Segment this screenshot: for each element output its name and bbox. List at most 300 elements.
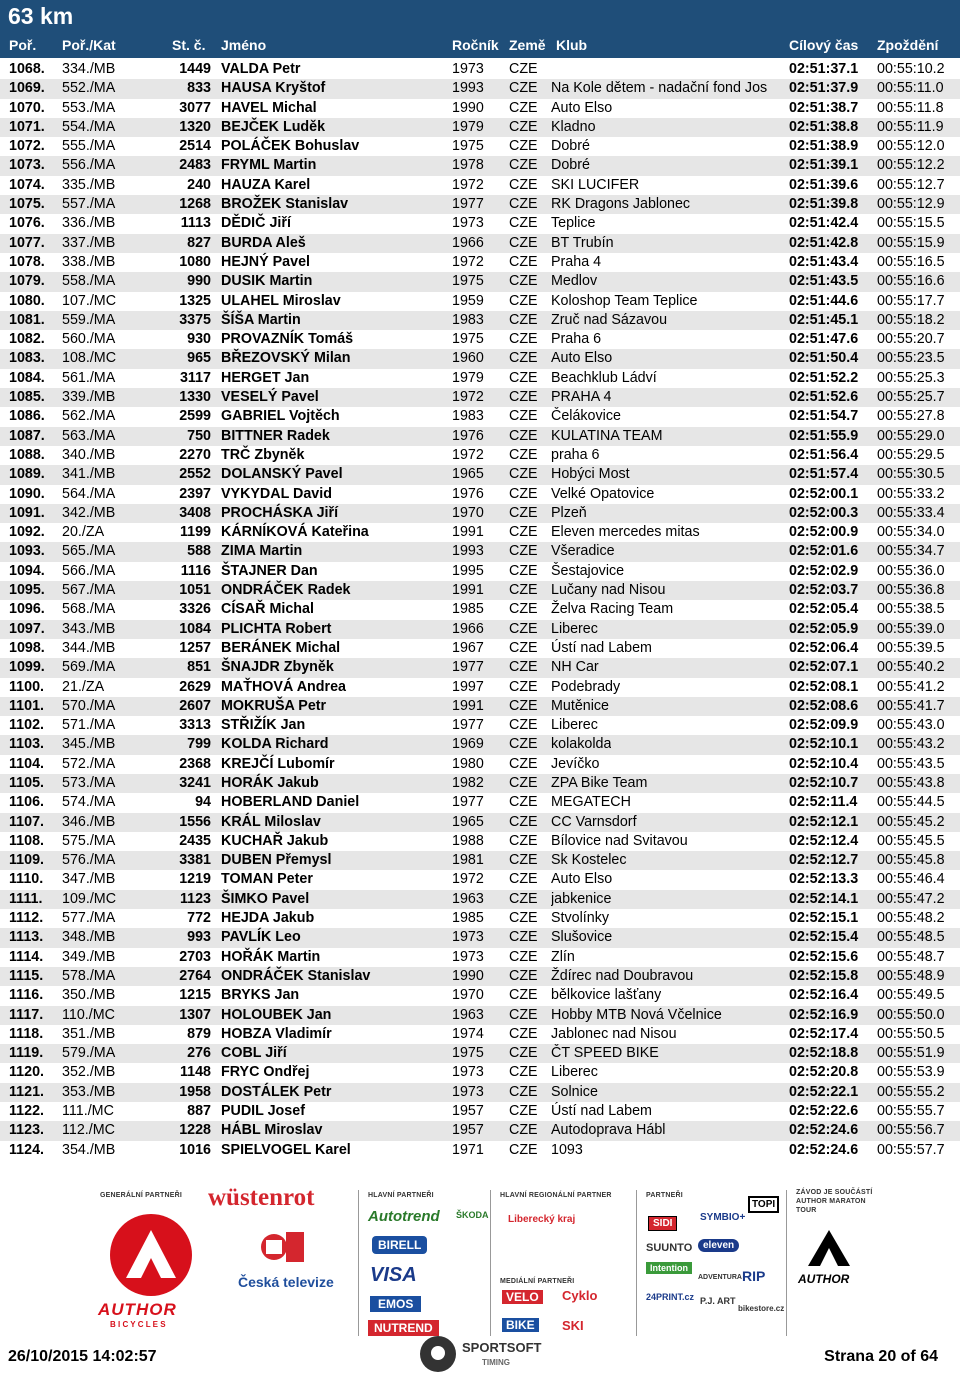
cell-name: TRČ Zbyněk: [221, 446, 305, 463]
cell-category-rank: 352./MB: [62, 1064, 116, 1081]
cell-delay: 00:55:17.7: [877, 292, 945, 309]
cell-birth-year: 1967: [452, 639, 484, 656]
cell-birth-year: 1960: [452, 350, 484, 367]
cell-category-rank: 565./MA: [62, 543, 116, 560]
cell-start-number: 965: [187, 350, 211, 367]
table-row: [0, 774, 960, 793]
cell-club: Bílovice nad Svitavou: [551, 832, 688, 849]
cell-finish-time: 02:51:47.6: [789, 331, 859, 348]
cell-birth-year: 1985: [452, 910, 484, 927]
cell-country: CZE: [509, 967, 538, 984]
cell-rank: 1079.: [9, 273, 45, 290]
cell-birth-year: 1973: [452, 929, 484, 946]
cell-name: HAUZA Karel: [221, 176, 311, 193]
cell-rank: 1094.: [9, 562, 45, 579]
cell-birth-year: 1982: [452, 774, 484, 791]
cell-birth-year: 1970: [452, 504, 484, 521]
cell-birth-year: 1997: [452, 678, 484, 695]
cell-finish-time: 02:51:39.6: [789, 176, 859, 193]
cell-finish-time: 02:51:52.2: [789, 369, 859, 386]
cell-start-number: 2397: [179, 485, 211, 502]
cell-name: HOBERLAND Daniel: [221, 794, 360, 811]
cell-country: CZE: [509, 620, 538, 637]
cell-club: Plzeň: [551, 504, 587, 521]
cell-name: COBL Jiří: [221, 1045, 287, 1062]
cell-category-rank: 337./MB: [62, 234, 116, 251]
cell-club: Praha 4: [551, 253, 602, 270]
table-row: [0, 716, 960, 735]
cell-finish-time: 02:52:11.4: [789, 794, 858, 811]
cell-finish-time: 02:52:12.4: [789, 832, 859, 849]
cell-rank: 1101.: [9, 697, 44, 714]
cell-birth-year: 1972: [452, 389, 484, 406]
author-tour-mark: [806, 1228, 852, 1268]
col-header-club: Klub: [556, 37, 588, 53]
cell-country: CZE: [509, 1141, 538, 1158]
cell-name: HEJNÝ Pavel: [221, 253, 311, 270]
cell-club: Čelákovice: [551, 408, 621, 425]
cell-birth-year: 1966: [452, 234, 484, 251]
cell-start-number: 993: [187, 929, 211, 946]
cell-club: bělkovice lašťany: [551, 987, 662, 1004]
cell-name: PUDIL Josef: [221, 1103, 305, 1120]
cell-start-number: 799: [187, 736, 211, 753]
cell-delay: 00:55:57.7: [877, 1141, 945, 1158]
cell-finish-time: 02:52:06.4: [789, 639, 859, 656]
cell-name: HOLOUBEK Jan: [221, 1006, 332, 1023]
cell-name: FRYC Ondřej: [221, 1064, 310, 1081]
cell-country: CZE: [509, 910, 538, 927]
cell-start-number: 2599: [179, 408, 211, 425]
cell-club: MEGATECH: [551, 794, 631, 811]
cell-rank: 1119.: [9, 1045, 44, 1062]
divider: [490, 1190, 491, 1336]
cell-finish-time: 02:52:00.9: [789, 524, 859, 541]
cell-finish-time: 02:52:10.4: [789, 755, 859, 772]
cell-country: CZE: [509, 138, 538, 155]
ct-logo-mark: [260, 1226, 306, 1268]
cell-category-rank: 112./MC: [62, 1122, 115, 1139]
cell-country: CZE: [509, 350, 538, 367]
cell-finish-time: 02:51:38.8: [789, 118, 859, 135]
cell-finish-time: 02:52:24.6: [789, 1122, 859, 1139]
cell-country: CZE: [509, 1122, 538, 1139]
cell-category-rank: 578./MA: [62, 967, 116, 984]
author-wordmark: AUTHOR: [98, 1300, 177, 1319]
table-row: [0, 446, 960, 465]
cell-category-rank: 338./MB: [62, 253, 116, 270]
cell-start-number: 3117: [179, 369, 211, 386]
cell-delay: 00:55:29.5: [877, 446, 945, 463]
table-row: [0, 928, 960, 947]
cell-name: PLICHTA Robert: [221, 620, 332, 637]
cell-finish-time: 02:51:55.9: [789, 427, 859, 444]
table-row: [0, 967, 960, 986]
cell-start-number: 1016: [179, 1141, 211, 1158]
col-header-start-number: St. č.: [172, 37, 206, 53]
cell-name: ŠNAJDR Zbyněk: [221, 659, 334, 676]
cell-birth-year: 1976: [452, 485, 484, 502]
cell-start-number: 94: [195, 794, 211, 811]
cell-name: ONDRÁČEK Stanislav: [221, 967, 371, 984]
cell-country: CZE: [509, 273, 538, 290]
cell-start-number: 1307: [179, 1006, 211, 1023]
page-number: Strana 20 of 64: [824, 1348, 938, 1365]
cell-birth-year: 1983: [452, 311, 484, 328]
cell-club: PRAHA 4: [551, 389, 612, 406]
cell-country: CZE: [509, 157, 538, 174]
cell-delay: 00:55:25.7: [877, 389, 945, 406]
cell-country: CZE: [509, 987, 538, 1004]
cell-delay: 00:55:20.7: [877, 331, 945, 348]
table-row: [0, 870, 960, 889]
cell-finish-time: 02:52:15.8: [789, 967, 859, 984]
cell-category-rank: 343./MB: [62, 620, 116, 637]
cell-start-number: 3077: [179, 99, 211, 116]
cell-delay: 00:55:12.9: [877, 196, 945, 213]
table-row: [0, 890, 960, 909]
cell-country: CZE: [509, 678, 538, 695]
cell-start-number: 750: [187, 427, 211, 444]
cell-name: CÍSAŘ Michal: [221, 601, 314, 618]
table-row: [0, 678, 960, 697]
cell-rank: 1112.: [9, 910, 44, 927]
cell-category-rank: 572./MA: [62, 755, 116, 772]
cell-finish-time: 02:52:00.3: [789, 504, 859, 521]
cell-category-rank: 110./MC: [62, 1006, 115, 1023]
bikestore-logo: bikestore.cz: [738, 1304, 785, 1313]
cell-delay: 00:55:18.2: [877, 311, 945, 328]
cell-finish-time: 02:51:39.8: [789, 196, 859, 213]
table-row: [0, 562, 960, 581]
table-row: [0, 1063, 960, 1082]
table-row: [0, 755, 960, 774]
cell-start-number: 1219: [179, 871, 211, 888]
cell-birth-year: 1972: [452, 871, 484, 888]
cell-birth-year: 1973: [452, 948, 484, 965]
cell-category-rank: 340./MB: [62, 446, 116, 463]
cell-finish-time: 02:51:38.9: [789, 138, 859, 155]
cell-club: Liberec: [551, 717, 598, 734]
cell-delay: 00:55:46.4: [877, 871, 945, 888]
cell-name: MOKRUŠA Petr: [221, 697, 327, 714]
table-row: [0, 813, 960, 832]
autotrend-logo: Autotrend: [368, 1208, 440, 1225]
table-row: [0, 292, 960, 311]
cell-start-number: 833: [187, 80, 211, 97]
cell-club: Auto Elso: [551, 350, 613, 367]
table-row: [0, 234, 960, 253]
cell-country: CZE: [509, 524, 538, 541]
col-header-category-rank: Poř./Kat: [62, 37, 116, 53]
cell-category-rank: 576./MA: [62, 852, 116, 869]
cell-birth-year: 1983: [452, 408, 484, 425]
cell-start-number: 1215: [179, 987, 211, 1004]
cell-delay: 00:55:47.2: [877, 890, 945, 907]
cell-category-rank: 348./MB: [62, 929, 116, 946]
table-row: [0, 542, 960, 561]
cell-rank: 1092.: [9, 524, 45, 541]
cell-country: CZE: [509, 427, 538, 444]
cell-club: Ždírec nad Doubravou: [551, 967, 694, 984]
cell-country: CZE: [509, 562, 538, 579]
cell-name: HOBZA Vladimír: [221, 1025, 332, 1042]
cell-finish-time: 02:52:01.6: [789, 543, 859, 560]
cell-birth-year: 1981: [452, 852, 484, 869]
cell-finish-time: 02:51:42.4: [789, 215, 859, 232]
cell-start-number: 1123: [179, 890, 211, 907]
cell-finish-time: 02:51:56.4: [789, 446, 859, 463]
24print-logo: 24PRINT.cz: [646, 1292, 695, 1302]
cell-country: CZE: [509, 118, 538, 135]
cell-category-rank: 342./MB: [62, 504, 116, 521]
cell-country: CZE: [509, 1064, 538, 1081]
cell-name: POLÁČEK Bohuslav: [221, 138, 360, 155]
cell-club: NH Car: [551, 659, 599, 676]
cell-country: CZE: [509, 659, 538, 676]
cell-delay: 00:55:38.5: [877, 601, 945, 618]
cell-birth-year: 1957: [452, 1103, 484, 1120]
cell-birth-year: 1975: [452, 273, 484, 290]
cell-name: SPIELVOGEL Karel: [221, 1141, 351, 1158]
cell-finish-time: 02:51:43.5: [789, 273, 859, 290]
cell-start-number: 240: [187, 176, 211, 193]
results-header-bar: [0, 0, 960, 58]
table-row: [0, 79, 960, 98]
pj-art-logo: P.J. ART: [700, 1296, 736, 1306]
cell-birth-year: 1965: [452, 466, 484, 483]
cell-category-rank: 351./MB: [62, 1025, 116, 1042]
cell-birth-year: 1975: [452, 1045, 484, 1062]
cell-rank: 1081.: [9, 311, 45, 328]
cell-delay: 00:55:48.7: [877, 948, 945, 965]
cell-club: Stvolínky: [551, 910, 610, 927]
birell-logo: BIRELL: [372, 1236, 427, 1254]
cell-club: Teplice: [551, 215, 596, 232]
cell-category-rank: 354./MB: [62, 1141, 116, 1158]
cell-rank: 1124.: [9, 1141, 44, 1158]
cell-category-rank: 577./MA: [62, 910, 116, 927]
cell-country: CZE: [509, 1025, 538, 1042]
cell-rank: 1123.: [9, 1122, 44, 1139]
cell-country: CZE: [509, 543, 538, 560]
cell-club: Podebrady: [551, 678, 621, 695]
results-table: [0, 60, 960, 1160]
cell-category-rank: 108./MC: [62, 350, 117, 367]
cell-finish-time: 02:51:42.8: [789, 234, 859, 251]
table-row: [0, 523, 960, 542]
cell-club: Auto Elso: [551, 99, 613, 116]
cell-start-number: 1084: [179, 620, 211, 637]
cell-delay: 00:55:48.9: [877, 967, 945, 984]
cell-name: ZIMA Martin: [221, 543, 303, 560]
cell-country: CZE: [509, 234, 538, 251]
table-row: [0, 485, 960, 504]
table-row: [0, 330, 960, 349]
table-row: [0, 137, 960, 156]
cell-finish-time: 02:52:24.6: [789, 1141, 859, 1158]
cell-delay: 00:55:12.0: [877, 138, 945, 155]
cell-rank: 1089.: [9, 466, 45, 483]
cell-country: CZE: [509, 446, 538, 463]
cell-finish-time: 02:52:12.1: [789, 813, 859, 830]
cell-category-rank: 552./MA: [62, 80, 116, 97]
cell-delay: 00:55:10.2: [877, 61, 945, 77]
cell-birth-year: 1963: [452, 890, 484, 907]
cell-category-rank: 109./MC: [62, 890, 117, 907]
cell-delay: 00:55:55.2: [877, 1083, 945, 1100]
cell-club: ZPA Bike Team: [551, 774, 648, 791]
cell-delay: 00:55:27.8: [877, 408, 945, 425]
cell-club: Eleven mercedes mitas: [551, 524, 700, 541]
cell-start-number: 1958: [179, 1083, 211, 1100]
cell-start-number: 1051: [179, 582, 211, 599]
cell-club: praha 6: [551, 446, 600, 463]
cell-start-number: 3326: [179, 601, 211, 618]
cell-birth-year: 1975: [452, 138, 484, 155]
cell-category-rank: 569./MA: [62, 659, 116, 676]
cell-name: KREJČÍ Lubomír: [221, 755, 335, 772]
cell-birth-year: 1979: [452, 118, 484, 135]
cell-birth-year: 1977: [452, 196, 484, 213]
cell-start-number: 1556: [179, 813, 211, 830]
cell-start-number: 851: [187, 659, 211, 676]
cell-delay: 00:55:50.5: [877, 1025, 945, 1042]
divider: [636, 1190, 637, 1336]
cell-rank: 1085.: [9, 389, 45, 406]
cell-rank: 1111.: [9, 890, 43, 907]
table-row: [0, 118, 960, 137]
cell-category-rank: 335./MB: [62, 176, 116, 193]
cell-start-number: 3313: [179, 717, 211, 734]
cell-delay: 00:55:33.4: [877, 504, 945, 521]
cell-delay: 00:55:25.3: [877, 369, 945, 386]
cell-start-number: 827: [187, 234, 211, 251]
table-row: [0, 697, 960, 716]
cell-country: CZE: [509, 813, 538, 830]
cell-country: CZE: [509, 717, 538, 734]
cell-delay: 00:55:11.9: [877, 118, 944, 135]
cell-club: Dobré: [551, 157, 590, 174]
cell-delay: 00:55:55.7: [877, 1103, 945, 1120]
cell-finish-time: 02:52:09.9: [789, 717, 859, 734]
cell-category-rank: 336./MB: [62, 215, 116, 232]
cell-finish-time: 02:51:50.4: [789, 350, 859, 367]
cell-category-rank: 567./MA: [62, 582, 116, 599]
col-header-country: Země: [509, 37, 546, 53]
cell-rank: 1110.: [9, 871, 44, 888]
cell-delay: 00:55:15.5: [877, 215, 945, 232]
cell-finish-time: 02:52:15.4: [789, 929, 859, 946]
cell-start-number: 1228: [179, 1122, 211, 1139]
cell-category-rank: 20./ZA: [62, 524, 105, 541]
cell-name: DUBEN Přemysl: [221, 852, 332, 869]
cell-delay: 00:55:34.0: [877, 524, 945, 541]
table-row: [0, 581, 960, 600]
cell-finish-time: 02:52:05.9: [789, 620, 859, 637]
cell-country: CZE: [509, 794, 538, 811]
cell-finish-time: 02:52:22.6: [789, 1103, 859, 1120]
cell-rank: 1095.: [9, 582, 45, 599]
table-row: [0, 465, 960, 484]
cell-category-rank: 554./MA: [62, 118, 116, 135]
cell-name: BURDA Aleš: [221, 234, 306, 251]
cell-country: CZE: [509, 736, 538, 753]
cell-rank: 1076.: [9, 215, 45, 232]
cell-country: CZE: [509, 99, 538, 116]
cell-delay: 00:55:34.7: [877, 543, 945, 560]
cell-name: ULAHEL Miroslav: [221, 292, 341, 309]
cell-rank: 1114.: [9, 948, 44, 965]
cell-finish-time: 02:51:37.9: [789, 80, 859, 97]
cell-finish-time: 02:52:15.6: [789, 948, 859, 965]
cell-country: CZE: [509, 890, 538, 907]
cell-club: Beachklub Ládví: [551, 369, 657, 386]
cell-delay: 00:55:45.5: [877, 832, 945, 849]
cell-category-rank: 568./MA: [62, 601, 116, 618]
cell-finish-time: 02:52:20.8: [789, 1064, 859, 1081]
col-header-birth-year: Ročník: [452, 37, 499, 53]
cell-category-rank: 556./MA: [62, 157, 116, 174]
cell-rank: 1103.: [9, 736, 44, 753]
cell-name: BROŽEK Stanislav: [221, 196, 349, 213]
cell-delay: 00:55:45.2: [877, 813, 945, 830]
cell-rank: 1070.: [9, 99, 45, 116]
table-row: [0, 909, 960, 928]
cell-rank: 1080.: [9, 292, 45, 309]
cell-category-rank: 579./MA: [62, 1045, 116, 1062]
nutrend-logo: NUTREND: [368, 1320, 439, 1336]
cell-name: HEJDA Jakub: [221, 910, 315, 927]
cell-rank: 1084.: [9, 369, 45, 386]
cell-country: CZE: [509, 601, 538, 618]
cell-name: KRÁL Miloslav: [221, 813, 321, 830]
cell-start-number: 3381: [179, 852, 211, 869]
cell-category-rank: 571./MA: [62, 717, 116, 734]
cell-delay: 00:55:12.7: [877, 176, 945, 193]
table-row: [0, 99, 960, 118]
cell-country: CZE: [509, 1006, 538, 1023]
cell-rank: 1088.: [9, 446, 45, 463]
cell-start-number: 1199: [179, 524, 211, 541]
cell-club: KULATINA TEAM: [551, 427, 663, 444]
cell-start-number: 2629: [179, 678, 211, 695]
cell-rank: 1090.: [9, 485, 45, 502]
cell-rank: 1073.: [9, 157, 45, 174]
cell-start-number: 1257: [179, 639, 211, 656]
cell-birth-year: 1966: [452, 620, 484, 637]
liberecky-kraj-logo: Liberecký kraj: [508, 1214, 576, 1225]
table-row: [0, 639, 960, 658]
cell-rank: 1106.: [9, 794, 44, 811]
cell-club: Praha 6: [551, 331, 602, 348]
cell-delay: 00:55:51.9: [877, 1045, 945, 1062]
cell-category-rank: 350./MB: [62, 987, 116, 1004]
author-tour-logo: AUTHOR: [798, 1272, 850, 1286]
cell-name: DUSIK Martin: [221, 273, 313, 290]
cell-start-number: 2514: [179, 138, 211, 155]
cell-birth-year: 1957: [452, 1122, 484, 1139]
table-row: [0, 504, 960, 523]
cell-delay: 00:55:49.5: [877, 987, 945, 1004]
cell-club: Autodoprava Hábl: [551, 1122, 666, 1139]
print-timestamp: 26/10/2015 14:02:57: [8, 1348, 157, 1365]
cell-country: CZE: [509, 408, 538, 425]
cell-delay: 00:55:16.6: [877, 273, 945, 290]
table-row: [0, 176, 960, 195]
cell-birth-year: 1973: [452, 215, 484, 232]
table-row: [0, 658, 960, 677]
